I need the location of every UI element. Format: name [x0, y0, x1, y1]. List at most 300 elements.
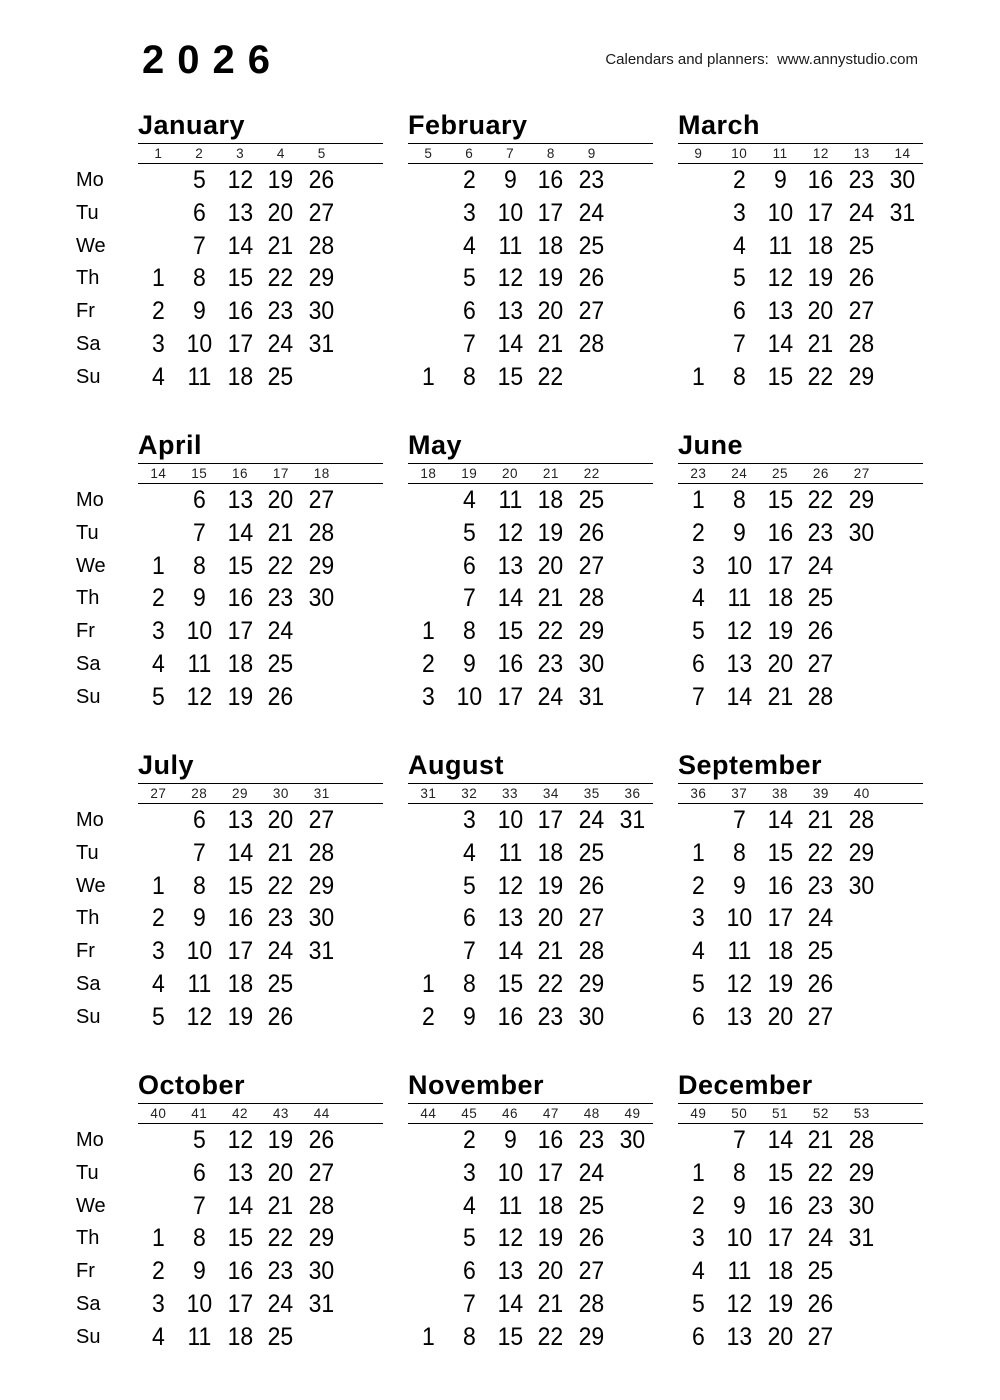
week-number: 44 — [313, 1106, 330, 1121]
date-cell: 7 — [732, 806, 746, 834]
date-cell: 2 — [692, 518, 705, 547]
date-cell: 23 — [268, 584, 294, 613]
date-cell-empty — [843, 968, 881, 1001]
date-cell-empty — [884, 935, 922, 968]
date-cell: 6 — [462, 297, 476, 326]
date-cell: 22 — [538, 1322, 564, 1351]
date-cell: 13 — [767, 297, 793, 326]
date-cell: 11 — [187, 1322, 212, 1351]
date-cell: 1 — [152, 871, 165, 900]
date-cell: 14 — [726, 682, 753, 711]
week-number: 15 — [191, 466, 208, 481]
date-cell: 29 — [848, 1158, 875, 1187]
date-cell-empty — [884, 615, 922, 648]
date-cell: 1 — [422, 1322, 435, 1351]
dates-grid — [678, 164, 923, 394]
date-cell: 18 — [227, 362, 253, 391]
date-cell-empty — [344, 870, 382, 903]
date-cell: 19 — [538, 518, 564, 547]
date-cell: 20 — [808, 297, 834, 326]
date-cell: 23 — [808, 871, 834, 900]
date-cell: 8 — [192, 264, 206, 293]
date-cell: 31 — [308, 1289, 335, 1318]
date-cell-empty — [410, 484, 448, 517]
date-cell: 15 — [227, 264, 253, 293]
date-cell-empty — [140, 484, 178, 517]
dates-grid — [408, 1124, 653, 1354]
date-cell: 28 — [848, 806, 875, 834]
date-cell-empty — [614, 197, 652, 230]
date-cell-empty — [614, 968, 652, 1001]
date-cell: 29 — [848, 838, 875, 867]
month-block-june — [678, 428, 923, 714]
date-cell-empty — [303, 681, 341, 714]
date-cell: 6 — [692, 649, 705, 678]
date-cell: 22 — [268, 264, 294, 293]
date-cell-empty — [140, 230, 178, 263]
date-cell: 6 — [192, 486, 206, 514]
date-cell: 17 — [767, 1224, 793, 1253]
week-numbers-row — [678, 143, 923, 164]
date-cell-empty — [344, 1001, 382, 1034]
week-number: 42 — [232, 1106, 249, 1121]
date-cell-empty — [843, 1288, 881, 1321]
date-cell: 7 — [462, 937, 476, 966]
date-cell-empty — [303, 648, 341, 681]
date-cell-empty — [884, 1255, 922, 1288]
week-number: 26 — [812, 466, 829, 481]
date-cell-empty — [410, 582, 448, 615]
date-cell: 10 — [497, 806, 523, 834]
week-number: 43 — [272, 1106, 289, 1121]
date-cell: 24 — [268, 937, 294, 966]
credit-text: Calendars and planners: www.annystudio.com — [605, 51, 918, 68]
date-cell: 15 — [227, 1224, 253, 1253]
date-cell-empty — [410, 1222, 448, 1255]
date-cell: 16 — [767, 518, 793, 547]
date-cell-empty — [344, 197, 382, 230]
date-cell: 28 — [578, 1289, 605, 1318]
date-cell: 12 — [497, 1224, 523, 1253]
date-cell-empty — [614, 517, 652, 550]
week-number: 23 — [690, 466, 707, 481]
week-numbers-row — [138, 143, 383, 164]
date-cell: 5 — [152, 682, 165, 711]
date-cell: 5 — [692, 617, 705, 646]
date-cell: 10 — [497, 1158, 523, 1187]
date-cell-empty — [614, 164, 652, 197]
date-cell: 11 — [498, 486, 523, 514]
date-cell-empty — [680, 262, 718, 295]
date-cell: 1 — [692, 486, 705, 514]
date-cell: 3 — [692, 551, 705, 580]
month-title: May — [408, 430, 463, 460]
date-cell: 15 — [767, 362, 793, 391]
week-numbers-row — [678, 783, 923, 804]
week-number: 25 — [772, 466, 789, 481]
week-number: 38 — [772, 786, 789, 801]
date-cell: 14 — [497, 937, 523, 966]
date-cell: 30 — [889, 166, 916, 194]
date-cell: 3 — [152, 329, 165, 358]
date-cell-empty — [410, 262, 448, 295]
date-cell-empty — [140, 517, 178, 550]
date-cell-empty — [344, 1157, 382, 1190]
date-cell: 9 — [503, 1126, 517, 1154]
date-cell: 20 — [268, 1158, 294, 1187]
date-cell-empty — [884, 804, 922, 837]
date-cell: 2 — [152, 904, 165, 933]
date-cell: 14 — [497, 584, 523, 613]
date-cell: 8 — [462, 1322, 476, 1351]
date-cell: 12 — [767, 264, 793, 293]
date-cell: 17 — [227, 617, 253, 646]
month-block-march — [678, 108, 923, 394]
date-cell-empty — [614, 328, 652, 361]
date-cell: 23 — [578, 166, 605, 194]
date-cell: 10 — [726, 1224, 753, 1253]
date-cell: 17 — [767, 904, 793, 933]
date-cell: 5 — [462, 1224, 476, 1253]
date-cell: 28 — [578, 584, 605, 613]
date-cell: 13 — [726, 1322, 753, 1351]
day-label: Sa — [76, 972, 101, 995]
date-cell: 20 — [767, 1002, 793, 1031]
date-cell: 9 — [732, 1191, 746, 1220]
date-cell: 16 — [227, 584, 253, 613]
date-cell-empty — [344, 1190, 382, 1223]
date-cell: 31 — [308, 329, 335, 358]
date-cell-empty — [344, 1124, 382, 1157]
date-cell: 13 — [227, 1158, 253, 1187]
month-block-july — [138, 748, 383, 1034]
date-cell-empty — [410, 1190, 448, 1223]
date-cell: 28 — [308, 518, 335, 547]
date-cell: 15 — [497, 617, 523, 646]
week-number: 44 — [420, 1106, 437, 1121]
date-cell: 29 — [578, 617, 605, 646]
week-number: 33 — [502, 786, 519, 801]
day-label: We — [76, 1194, 106, 1217]
week-number — [342, 1104, 383, 1123]
week-number: 48 — [583, 1106, 600, 1121]
date-cell: 27 — [808, 649, 834, 678]
week-number — [882, 784, 923, 803]
week-number: 2 — [195, 146, 204, 161]
date-cell-empty — [344, 328, 382, 361]
date-cell: 18 — [767, 1257, 793, 1286]
date-cell-empty — [614, 484, 652, 517]
date-cell-empty — [410, 902, 448, 935]
month-title: September — [678, 750, 823, 780]
dates-grid — [408, 164, 653, 394]
date-cell: 18 — [227, 969, 253, 998]
month-block-september — [678, 748, 923, 1034]
week-number: 13 — [853, 146, 870, 161]
date-cell: 12 — [497, 264, 523, 293]
date-cell-empty — [614, 295, 652, 328]
month-title: November — [408, 1070, 545, 1100]
date-cell: 25 — [268, 1322, 294, 1351]
week-number: 52 — [812, 1106, 829, 1121]
date-cell: 20 — [767, 1322, 793, 1351]
month-title: October — [138, 1070, 246, 1100]
date-cell: 3 — [692, 1224, 705, 1253]
date-cell: 7 — [732, 329, 746, 358]
week-numbers-row — [408, 463, 653, 484]
date-cell: 24 — [578, 198, 605, 227]
date-cell-empty — [140, 1190, 178, 1223]
date-cell: 20 — [268, 486, 294, 514]
date-cell-empty — [884, 1157, 922, 1190]
date-cell: 25 — [268, 362, 294, 391]
date-cell: 5 — [462, 518, 476, 547]
date-cell: 22 — [538, 969, 564, 998]
date-cell: 18 — [538, 486, 564, 514]
date-cell: 13 — [497, 1257, 523, 1286]
date-cell: 18 — [227, 649, 253, 678]
date-cell: 31 — [848, 1224, 875, 1253]
date-cell: 23 — [578, 1126, 605, 1154]
week-number: 29 — [232, 786, 249, 801]
date-cell-empty — [140, 1157, 178, 1190]
date-cell-empty — [614, 837, 652, 870]
date-cell: 24 — [848, 198, 875, 227]
date-cell: 6 — [462, 904, 476, 933]
week-number: 18 — [420, 466, 437, 481]
date-cell: 22 — [808, 838, 834, 867]
week-number: 11 — [772, 146, 788, 161]
date-cell-empty — [884, 968, 922, 1001]
dates-grid — [678, 484, 923, 714]
date-cell: 12 — [186, 1002, 213, 1031]
week-number: 36 — [624, 786, 641, 801]
date-cell: 21 — [808, 329, 834, 358]
date-cell-empty — [344, 1255, 382, 1288]
week-number: 53 — [853, 1106, 870, 1121]
week-number: 41 — [191, 1106, 208, 1121]
day-labels-column — [76, 484, 128, 714]
date-cell: 21 — [268, 838, 294, 867]
date-cell-empty — [614, 230, 652, 263]
date-cell: 11 — [187, 362, 212, 391]
date-cell: 21 — [538, 937, 564, 966]
date-cell: 10 — [726, 904, 753, 933]
date-cell-empty — [843, 902, 881, 935]
date-cell: 25 — [268, 969, 294, 998]
date-cell: 28 — [308, 231, 335, 260]
date-cell: 2 — [462, 166, 476, 194]
date-cell: 23 — [268, 904, 294, 933]
date-cell: 17 — [808, 198, 834, 227]
week-number — [342, 784, 383, 803]
date-cell: 5 — [692, 1289, 705, 1318]
date-cell: 5 — [732, 264, 746, 293]
date-cell: 28 — [848, 1126, 875, 1154]
date-cell-empty — [843, 1255, 881, 1288]
date-cell: 28 — [578, 329, 605, 358]
dates-grid — [408, 484, 653, 714]
date-cell-empty — [884, 517, 922, 550]
date-cell: 27 — [308, 198, 335, 227]
date-cell-empty — [410, 1124, 448, 1157]
date-cell: 14 — [227, 838, 253, 867]
dates-grid — [138, 164, 383, 394]
date-cell: 6 — [732, 297, 746, 326]
date-cell: 9 — [503, 166, 517, 194]
week-number: 37 — [731, 786, 748, 801]
day-label: Su — [76, 365, 101, 388]
date-cell: 30 — [308, 904, 335, 933]
date-cell-empty — [140, 837, 178, 870]
date-cell: 22 — [538, 617, 564, 646]
week-numbers-row — [678, 463, 923, 484]
date-cell: 1 — [152, 551, 165, 580]
date-cell: 17 — [538, 198, 564, 227]
month-row-q4 — [0, 1068, 1000, 1378]
date-cell: 25 — [578, 838, 605, 867]
date-cell: 6 — [462, 551, 476, 580]
date-cell-empty — [884, 1321, 922, 1354]
date-cell: 21 — [808, 806, 834, 834]
date-cell: 20 — [538, 551, 564, 580]
date-cell: 5 — [462, 871, 476, 900]
date-cell: 14 — [767, 806, 793, 834]
week-number: 50 — [731, 1106, 748, 1121]
date-cell-empty — [680, 164, 718, 197]
date-cell-empty — [884, 870, 922, 903]
date-cell-empty — [614, 1157, 652, 1190]
date-cell-empty — [303, 1321, 341, 1354]
date-cell: 11 — [727, 584, 752, 613]
month-row-q2 — [0, 428, 1000, 738]
week-number: 5 — [317, 146, 326, 161]
date-cell-empty — [614, 935, 652, 968]
date-cell-empty — [344, 484, 382, 517]
date-cell: 2 — [422, 1002, 435, 1031]
dates-grid — [138, 484, 383, 714]
date-cell: 3 — [732, 198, 746, 227]
date-cell: 8 — [462, 362, 476, 391]
date-cell-empty — [344, 550, 382, 583]
date-cell: 11 — [498, 231, 523, 260]
date-cell: 16 — [767, 1191, 793, 1220]
date-cell: 18 — [227, 1322, 253, 1351]
dates-grid — [678, 1124, 923, 1354]
week-number: 4 — [276, 146, 285, 161]
date-cell: 13 — [497, 297, 523, 326]
date-cell: 11 — [187, 649, 212, 678]
date-cell-empty — [344, 935, 382, 968]
date-cell-empty — [884, 1288, 922, 1321]
month-block-december — [678, 1068, 923, 1354]
date-cell-empty — [884, 361, 922, 394]
date-cell-empty — [680, 295, 718, 328]
date-cell-empty — [344, 615, 382, 648]
date-cell: 3 — [462, 806, 476, 834]
week-number: 6 — [465, 146, 474, 161]
date-cell: 10 — [726, 551, 753, 580]
day-label: Th — [76, 267, 100, 290]
week-number: 51 — [772, 1106, 789, 1121]
week-numbers-row — [138, 783, 383, 804]
date-cell: 23 — [538, 1002, 564, 1031]
date-cell: 6 — [692, 1002, 705, 1031]
date-cell: 16 — [227, 904, 253, 933]
date-cell-empty — [140, 804, 178, 837]
date-cell: 12 — [726, 617, 753, 646]
date-cell-empty — [884, 484, 922, 517]
date-cell: 9 — [462, 1002, 476, 1031]
date-cell: 23 — [808, 518, 834, 547]
date-cell: 30 — [848, 871, 875, 900]
date-cell: 5 — [462, 264, 476, 293]
month-title: August — [408, 750, 504, 780]
date-cell: 13 — [497, 551, 523, 580]
dates-grid — [138, 1124, 383, 1354]
date-cell: 10 — [186, 937, 213, 966]
date-cell: 25 — [808, 1257, 834, 1286]
week-number: 24 — [731, 466, 748, 481]
date-cell: 15 — [497, 1322, 523, 1351]
week-number: 18 — [313, 466, 330, 481]
date-cell: 25 — [268, 649, 294, 678]
date-cell-empty — [344, 648, 382, 681]
date-cell: 29 — [578, 969, 605, 998]
date-cell-empty — [843, 582, 881, 615]
date-cell-empty — [884, 1001, 922, 1034]
date-cell-empty — [344, 804, 382, 837]
date-cell-empty — [344, 361, 382, 394]
month-block-may — [408, 428, 653, 714]
date-cell: 4 — [462, 231, 476, 260]
date-cell: 26 — [578, 871, 605, 900]
date-cell-empty — [614, 681, 652, 714]
day-label: Tu — [76, 841, 99, 864]
date-cell: 22 — [538, 362, 564, 391]
date-cell: 27 — [578, 551, 605, 580]
date-cell: 4 — [152, 362, 165, 391]
date-cell-empty — [843, 615, 881, 648]
date-cell: 26 — [808, 1289, 834, 1318]
date-cell: 18 — [538, 838, 564, 867]
date-cell-empty — [344, 164, 382, 197]
date-cell-empty — [884, 262, 922, 295]
date-cell-empty — [303, 1001, 341, 1034]
date-cell: 7 — [692, 682, 705, 711]
date-cell: 2 — [462, 1126, 476, 1154]
date-cell: 16 — [767, 871, 793, 900]
date-cell: 19 — [268, 1126, 294, 1154]
week-number: 17 — [272, 466, 289, 481]
date-cell: 27 — [848, 297, 875, 326]
date-cell: 31 — [308, 937, 335, 966]
date-cell-empty — [410, 935, 448, 968]
date-cell-empty — [410, 230, 448, 263]
date-cell-empty — [573, 361, 611, 394]
date-cell: 8 — [462, 617, 476, 646]
week-number: 8 — [546, 146, 555, 161]
date-cell: 22 — [268, 551, 294, 580]
day-label: Tu — [76, 1161, 99, 1184]
week-number — [612, 464, 653, 483]
date-cell: 5 — [692, 969, 705, 998]
date-cell-empty — [614, 550, 652, 583]
month-title: June — [678, 430, 744, 460]
date-cell: 28 — [848, 329, 875, 358]
date-cell: 21 — [268, 231, 294, 260]
date-cell: 31 — [578, 682, 605, 711]
